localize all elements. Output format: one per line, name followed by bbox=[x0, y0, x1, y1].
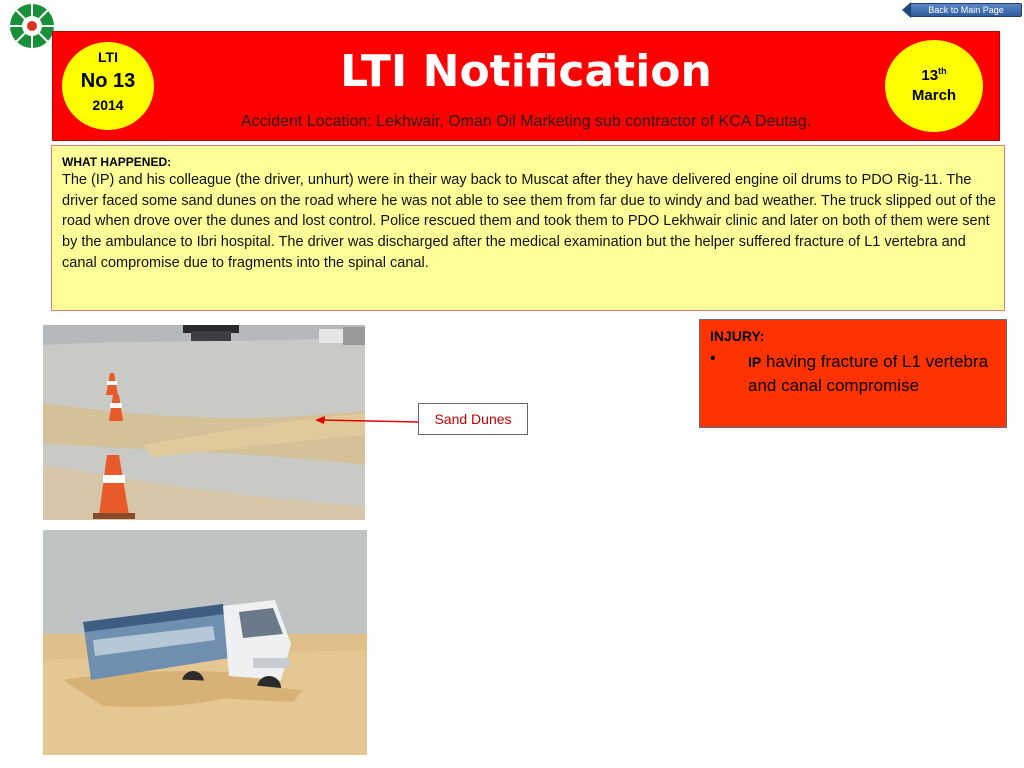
lti-number-badge bbox=[62, 42, 154, 130]
date-month: March bbox=[911, 87, 957, 104]
date-day-suffix: th bbox=[938, 66, 947, 76]
lti-badge-number: No 13 bbox=[80, 70, 136, 92]
date-day bbox=[885, 62, 983, 85]
header-banner bbox=[52, 31, 1000, 141]
injury-description bbox=[748, 350, 998, 397]
what-happened-box bbox=[51, 145, 1005, 311]
date-badge bbox=[885, 40, 983, 132]
lti-badge-label: LTI bbox=[98, 49, 118, 65]
sand-dunes-pointer-arrow bbox=[313, 410, 421, 430]
injury-heading: INJURY: bbox=[710, 328, 765, 344]
page-title: LTI Notification bbox=[340, 46, 712, 97]
injury-detail: having fracture of L1 vertebra and canal compromise bbox=[748, 352, 989, 395]
injury-bullet-icon: • bbox=[710, 350, 716, 367]
injury-box bbox=[699, 319, 1007, 428]
accident-location: Accident Location: Lekhwair, Oman Oil Marketing sub contractor of KCA Deutag. bbox=[240, 113, 812, 130]
back-to-main-page-button[interactable] bbox=[902, 2, 1022, 18]
lti-badge-year: 2014 bbox=[92, 97, 124, 113]
what-happened-heading: WHAT HAPPENED: bbox=[62, 155, 172, 169]
truck-in-sand-photo bbox=[43, 530, 367, 755]
injury-subject: IP bbox=[748, 354, 762, 370]
back-button-label: Back to Main Page bbox=[910, 3, 1022, 17]
what-happened-text: The (IP) and his colleague (the driver, unhurt) were in their way back to Muscat after they have delivered engine oil drums to PDO Rig-11. The driver faced some sand dunes on the road where he was not able to see them from far due to windy and bad weather. The truck slipped out of the road when drove over the dunes and lost control. Police rescued them and took them to PDO Lekhwair clinic and later on both of them were sent by the ambulance to Ibri hospital. The driver was discharged after the medical examination but the helper suffered fracture of L1 vertebra and canal compromise due to fragments into the spinal canal. bbox=[62, 172, 996, 271]
date-day-number: 13 bbox=[921, 67, 939, 84]
sand-dunes-label: Sand Dunes bbox=[418, 403, 528, 435]
